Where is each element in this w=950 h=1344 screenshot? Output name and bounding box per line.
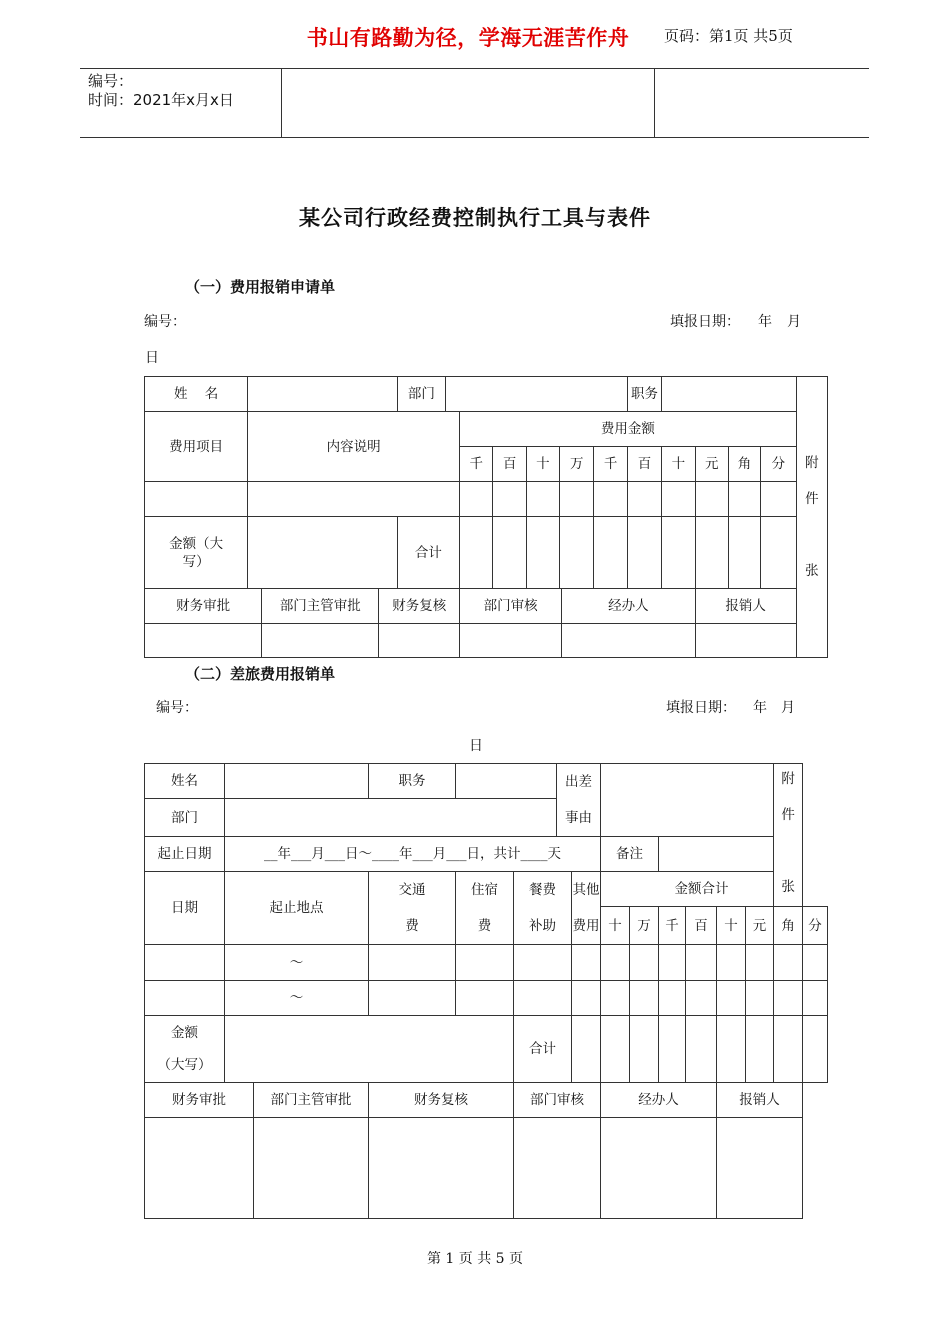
digit-cell[interactable]	[728, 517, 760, 589]
digit-cell[interactable]	[659, 945, 686, 981]
form1-year: 年	[758, 314, 772, 330]
digit-cell[interactable]	[728, 482, 760, 517]
form2-number-label: 编号：	[156, 700, 198, 716]
digit-cell[interactable]	[686, 1016, 717, 1083]
signer-label: 部门审核	[460, 589, 562, 624]
signer-label: 报销人	[717, 1083, 803, 1118]
digit-label: 分	[761, 447, 797, 482]
meal-field[interactable]	[514, 945, 572, 981]
period-field[interactable]: __年___月___日～____年___月___日，共计____天	[225, 837, 601, 872]
signature-field[interactable]	[145, 1118, 254, 1219]
digit-cell[interactable]	[761, 482, 797, 517]
digit-cell[interactable]	[460, 517, 493, 589]
digit-label: 十	[601, 907, 630, 945]
attachments-label: 附 件 张	[774, 764, 803, 907]
digit-cell[interactable]	[803, 1016, 828, 1083]
dept-label: 部门	[397, 377, 445, 412]
dept-field[interactable]	[446, 377, 628, 412]
digit-cell[interactable]	[662, 517, 695, 589]
signature-field[interactable]	[460, 624, 562, 658]
transport-field[interactable]	[369, 981, 456, 1016]
digit-label: 万	[630, 907, 659, 945]
digit-label: 十	[526, 447, 559, 482]
digit-label: 元	[695, 447, 728, 482]
total-label: 合计	[397, 517, 459, 589]
digit-cell[interactable]	[659, 981, 686, 1016]
digit-cell[interactable]	[746, 981, 774, 1016]
content-field[interactable]	[248, 482, 460, 517]
digit-cell[interactable]	[526, 517, 559, 589]
header-motto: 书山有路勤为径，学海无涯苦作舟	[306, 25, 630, 50]
digit-cell[interactable]	[594, 482, 627, 517]
place-col-label: 起止地点	[225, 872, 369, 945]
lodging-field[interactable]	[456, 945, 514, 981]
lodging-col-label: 住宿 费	[456, 872, 514, 945]
digit-cell[interactable]	[774, 981, 803, 1016]
digit-cell[interactable]	[560, 482, 594, 517]
signature-field[interactable]	[379, 624, 460, 658]
form1-day: 日	[145, 350, 159, 366]
signer-label: 财务复核	[369, 1083, 514, 1118]
digit-label: 千	[460, 447, 493, 482]
signature-field[interactable]	[514, 1118, 601, 1219]
date-field[interactable]	[145, 981, 225, 1016]
digit-cell[interactable]	[630, 1016, 659, 1083]
signature-field[interactable]	[369, 1118, 514, 1219]
digit-cell[interactable]	[686, 945, 717, 981]
item-label: 费用项目	[145, 412, 248, 482]
digit-cell[interactable]	[746, 945, 774, 981]
other-field[interactable]	[572, 981, 601, 1016]
header-time: 时间：2021年x月x日	[88, 91, 234, 109]
transport-col-label: 交通 费	[369, 872, 456, 945]
signature-field[interactable]	[262, 624, 379, 658]
digit-cell[interactable]	[717, 981, 746, 1016]
reason-label: 出差 事由	[557, 764, 601, 837]
signature-field[interactable]	[562, 624, 695, 658]
form1-date-label: 填报日期：	[670, 314, 740, 330]
signer-label: 财务审批	[145, 589, 262, 624]
amount-label: 费用金额	[460, 412, 797, 447]
digit-cell[interactable]	[526, 482, 559, 517]
position-label: 职务	[369, 764, 456, 799]
form1-number-label: 编号：	[144, 314, 186, 330]
name-field[interactable]	[225, 764, 369, 799]
digit-cell[interactable]	[695, 517, 728, 589]
form2-year: 年	[753, 700, 767, 716]
remark-field[interactable]	[659, 837, 774, 872]
lodging-field[interactable]	[456, 981, 514, 1016]
signer-label: 部门审核	[514, 1083, 601, 1118]
digit-cell[interactable]	[659, 1016, 686, 1083]
amount-total-label: 金额合计	[601, 872, 803, 907]
position-field[interactable]	[456, 764, 557, 799]
meal-field[interactable]	[514, 981, 572, 1016]
document-title: 某公司行政经费控制执行工具与表件	[299, 205, 651, 230]
digit-label: 角	[774, 907, 803, 945]
digit-cell[interactable]	[627, 482, 661, 517]
form2-date-label: 填报日期：	[666, 700, 736, 716]
digit-label: 角	[728, 447, 760, 482]
date-field[interactable]	[145, 945, 225, 981]
place-field[interactable]: ～	[225, 981, 369, 1016]
travel-expense-form	[144, 763, 828, 1219]
position-field[interactable]	[662, 377, 796, 412]
name-label: 姓名	[145, 764, 225, 799]
expense-claim-form	[144, 376, 828, 658]
digit-label: 千	[594, 447, 627, 482]
transport-field[interactable]	[369, 945, 456, 981]
signer-label: 部门主管审批	[262, 589, 379, 624]
digit-cell[interactable]	[803, 945, 828, 981]
signer-label: 财务复核	[379, 589, 460, 624]
signer-label: 报销人	[695, 589, 796, 624]
form2-section-title: （二）差旅费用报销单	[185, 665, 336, 683]
digit-cell[interactable]	[686, 981, 717, 1016]
digit-label: 百	[493, 447, 526, 482]
form2-day: 日	[469, 738, 483, 754]
digit-label: 千	[659, 907, 686, 945]
digit-cell[interactable]	[662, 482, 695, 517]
digit-cell[interactable]	[717, 1016, 746, 1083]
digit-cell[interactable]	[572, 1016, 601, 1083]
signature-field[interactable]	[717, 1118, 803, 1219]
digit-cell[interactable]	[493, 482, 526, 517]
digit-label: 分	[803, 907, 828, 945]
signature-field[interactable]	[695, 624, 796, 658]
amount-caps-label: 金额 （大写）	[145, 1016, 225, 1083]
dept-field[interactable]	[225, 799, 557, 837]
signature-field[interactable]	[145, 624, 262, 658]
item-field[interactable]	[145, 482, 248, 517]
amount-caps-field[interactable]	[248, 517, 397, 589]
digit-cell[interactable]	[630, 981, 659, 1016]
digit-cell[interactable]	[717, 945, 746, 981]
digit-cell[interactable]	[460, 482, 493, 517]
header-left	[88, 72, 234, 110]
digit-cell[interactable]	[627, 517, 661, 589]
signer-label: 财务审批	[145, 1083, 254, 1118]
remark-label: 备注	[601, 837, 659, 872]
period-label: 起止日期	[145, 837, 225, 872]
page-header	[80, 68, 869, 138]
other-field[interactable]	[572, 945, 601, 981]
signature-field[interactable]	[254, 1118, 369, 1219]
place-field[interactable]: ～	[225, 945, 369, 981]
amount-caps-field[interactable]	[225, 1016, 514, 1083]
digit-label: 百	[627, 447, 661, 482]
header-divider	[654, 69, 655, 137]
digit-label: 十	[662, 447, 695, 482]
signer-label: 经办人	[562, 589, 695, 624]
signer-label: 经办人	[601, 1083, 717, 1118]
header-page-info: 页码：第1页 共5页	[664, 27, 793, 45]
header-divider	[281, 69, 282, 137]
amount-caps-label: 金额（大 写）	[145, 517, 248, 589]
digit-cell[interactable]	[493, 517, 526, 589]
content-label: 内容说明	[248, 412, 460, 482]
signature-field[interactable]	[601, 1118, 717, 1219]
form1-section-title: （一）费用报销申请单	[185, 278, 336, 296]
digit-cell[interactable]	[761, 517, 797, 589]
other-col-label: 其他 费用	[572, 872, 601, 945]
name-field[interactable]	[248, 377, 397, 412]
digit-cell[interactable]	[803, 981, 828, 1016]
name-label: 姓 名	[145, 377, 248, 412]
digit-label: 百	[686, 907, 717, 945]
dept-label: 部门	[145, 799, 225, 837]
digit-label: 十	[717, 907, 746, 945]
page-footer: 第 1 页 共 5 页	[426, 1251, 524, 1267]
digit-cell[interactable]	[774, 1016, 803, 1083]
reason-field[interactable]	[601, 764, 774, 837]
date-col-label: 日期	[145, 872, 225, 945]
digit-label: 元	[746, 907, 774, 945]
position-label: 职务	[627, 377, 661, 412]
header-number-label: 编号：	[88, 72, 134, 90]
digit-cell[interactable]	[601, 1016, 630, 1083]
meal-col-label: 餐费 补助	[514, 872, 572, 945]
total-label: 合计	[514, 1016, 572, 1083]
digit-cell[interactable]	[630, 945, 659, 981]
digit-cell[interactable]	[774, 945, 803, 981]
digit-cell[interactable]	[746, 1016, 774, 1083]
digit-cell[interactable]	[601, 981, 630, 1016]
digit-cell[interactable]	[594, 517, 627, 589]
form2-month: 月	[781, 700, 795, 716]
attachments-label: 附 件 张	[796, 377, 827, 658]
form1-month: 月	[787, 314, 801, 330]
digit-cell[interactable]	[695, 482, 728, 517]
digit-cell[interactable]	[560, 517, 594, 589]
signer-label: 部门主管审批	[254, 1083, 369, 1118]
digit-label: 万	[560, 447, 594, 482]
digit-cell[interactable]	[601, 945, 630, 981]
